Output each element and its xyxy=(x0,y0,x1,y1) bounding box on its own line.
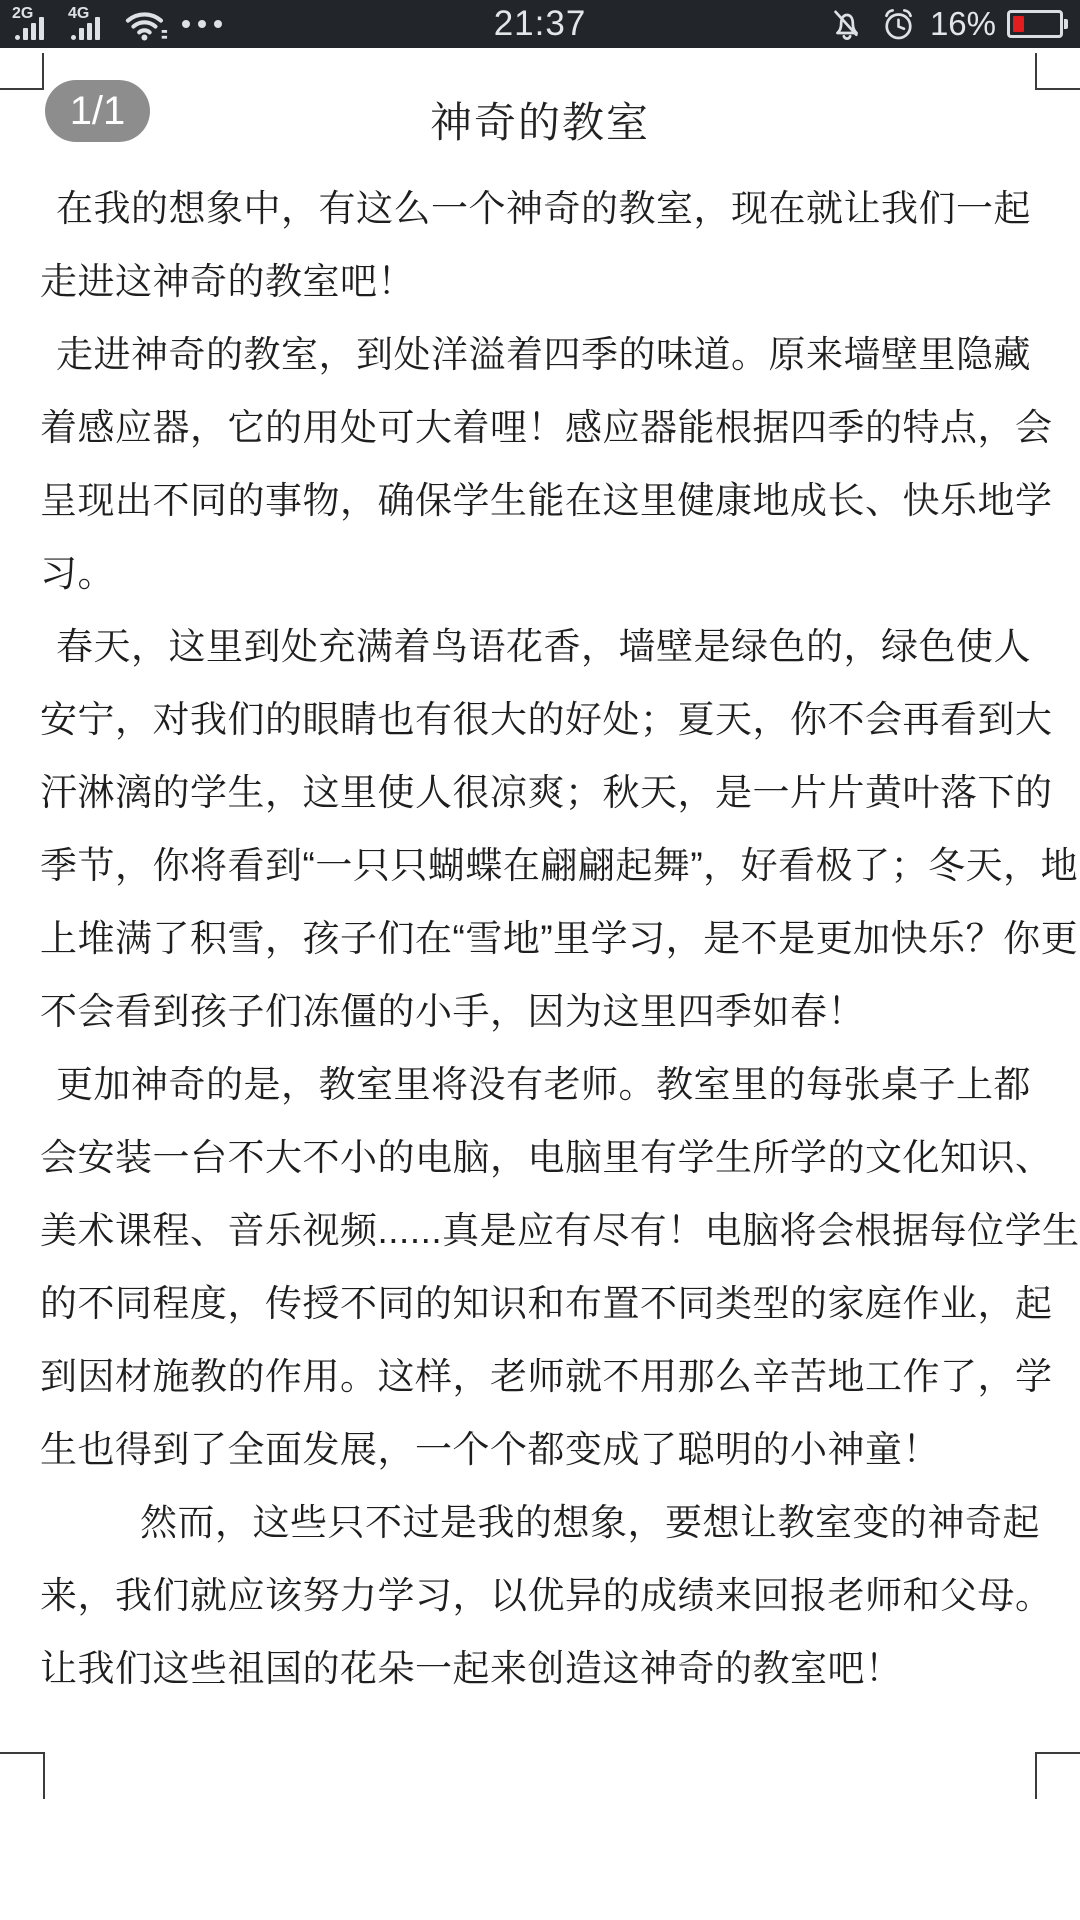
crop-mark-bottom-left xyxy=(0,1752,45,1799)
status-bar xyxy=(0,0,1080,48)
signal-bars xyxy=(15,17,44,40)
text-line: 不会看到孩子们冻僵的小手，因为这里四季如春！ xyxy=(40,990,865,1032)
text-line: 然而，这些只不过是我的想象，要想让教室变的神奇起 xyxy=(140,1501,1040,1543)
battery-icon xyxy=(1007,10,1068,38)
text-line: 习。 xyxy=(40,552,115,594)
essay-body xyxy=(40,168,1080,1701)
crop-mark-bottom-right xyxy=(1035,1752,1080,1799)
cellular-signal-2g-icon xyxy=(12,5,58,43)
text-line: 季节，你将看到“一只只蝴蝶在翩翩起舞”，好看极了；冬天，地 xyxy=(40,844,1079,886)
text-line: 走进这神奇的教室吧！ xyxy=(40,260,415,302)
more-notifications-dots-icon xyxy=(182,20,222,28)
document-page[interactable] xyxy=(0,48,1080,1920)
text-line: 呈现出不同的事物，确保学生能在这里健康地成长、快乐地学 xyxy=(40,479,1053,521)
page-indicator-badge: 1/1 xyxy=(45,80,150,142)
mute-bell-icon xyxy=(827,4,867,44)
wifi-icon xyxy=(124,7,168,42)
text-line: 春天，这里到处充满着鸟语花香，墙壁是绿色的，绿色使人 xyxy=(56,625,1031,667)
cellular-signal-4g-icon xyxy=(68,5,114,43)
text-line: 着感应器，它的用处可大着哩！感应器能根据四季的特点，会 xyxy=(40,406,1053,448)
text-line: 走进神奇的教室，到处洋溢着四季的味道。原来墙壁里隐藏 xyxy=(56,333,1031,375)
essay-title: 神奇的教室 xyxy=(429,99,650,146)
signal-bars xyxy=(71,17,100,40)
crop-mark-top-left xyxy=(0,53,44,90)
text-line: 来，我们就应该努力学习，以优异的成绩来回报老师和父母。 xyxy=(40,1574,1053,1616)
text-line: 会安装一台不大不小的电脑，电脑里有学生所学的文化知识、 xyxy=(40,1136,1053,1178)
status-bar-clock: 21:37 xyxy=(493,4,587,43)
text-line: 让我们这些祖国的花朵一起来创造这神奇的教室吧！ xyxy=(40,1647,903,1689)
text-line: 更加神奇的是，教室里将没有老师。教室里的每张桌子上都 xyxy=(56,1063,1031,1105)
text-line: 上堆满了积雪，孩子们在“雪地”里学习，是不是更加快乐？你更 xyxy=(40,917,1079,959)
text-line: 到因材施教的作用。这样，老师就不用那么辛苦地工作了，学 xyxy=(40,1355,1053,1397)
alarm-clock-icon xyxy=(878,4,919,45)
text-line: 安宁，对我们的眼睛也有很大的好处；夏天，你不会再看到大 xyxy=(40,698,1053,740)
sim1-network-label: 2G xyxy=(12,5,34,22)
status-bar-right-group xyxy=(827,0,1068,48)
battery-level-fill xyxy=(1013,16,1024,32)
sim2-network-label: 4G xyxy=(68,5,90,22)
text-line: 汗淋漓的学生，这里使人很凉爽；秋天，是一片片黄叶落下的 xyxy=(40,771,1053,813)
battery-percent-text: 16% xyxy=(929,5,996,42)
crop-mark-top-right xyxy=(1035,53,1080,90)
text-line: 的不同程度，传授不同的知识和布置不同类型的家庭作业，起 xyxy=(40,1282,1053,1324)
text-line: 生也得到了全面发展，一个个都变成了聪明的小神童！ xyxy=(40,1428,940,1470)
status-bar-left-group xyxy=(12,0,222,48)
text-line: 在我的想象中，有这么一个神奇的教室，现在就让我们一起 xyxy=(56,187,1031,229)
text-line: 美术课程、音乐视频......真是应有尽有！电脑将会根据每位学生 xyxy=(40,1209,1080,1251)
